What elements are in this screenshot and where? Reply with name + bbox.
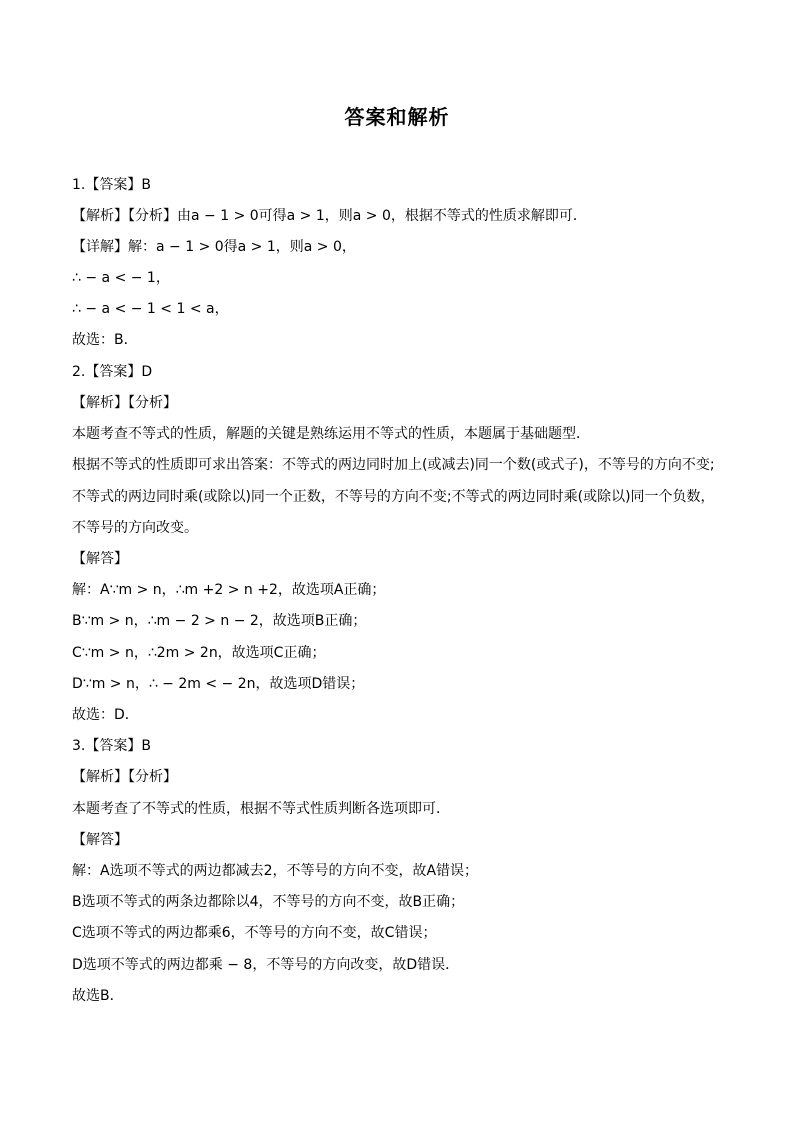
answer-3-solution-label: 【解答】 bbox=[72, 832, 128, 848]
answer-2-step: B∵m > n，∴m − 2 > n − 2，故选项B正确； bbox=[72, 613, 367, 629]
answer-2-analysis-label: 【解析】【分析】 bbox=[72, 395, 177, 411]
answer-2-solution-label: 【解答】 bbox=[72, 551, 128, 567]
answer-1-detail: 【详解】解：a − 1 > 0得a > 1，则a > 0， bbox=[72, 239, 356, 255]
answer-1-analysis: 【解析】【分析】由a − 1 > 0可得a > 1，则a > 0，根据不等式的性质求解即可． bbox=[72, 208, 587, 224]
answer-3-analysis-label: 【解析】【分析】 bbox=[72, 769, 177, 785]
answer-2-conclusion: 故选：D． bbox=[72, 707, 139, 723]
answer-2-step: D∵m > n，∴ − 2m < − 2n，故选项D错误； bbox=[72, 676, 365, 692]
answer-3-step: C选项不等式的两边都乘6，不等号的方向不变，故C错误； bbox=[72, 925, 437, 941]
answer-2-text: 根据不等式的性质即可求出答案：不等式的两边同时加上(或减去)同一个数(或式子)，不等号的方向不变; bbox=[72, 457, 715, 473]
answer-2-step: C∵m > n，∴2m > 2n，故选项C正确； bbox=[72, 645, 326, 661]
answer-1-conclusion: 故选：B． bbox=[72, 332, 138, 348]
answer-3-step: D选项不等式的两边都乘 − 8，不等号的方向改变，故D错误． bbox=[72, 957, 460, 973]
answer-3-text: 本题考查了不等式的性质，根据不等式性质判断各选项即可． bbox=[72, 801, 450, 817]
answer-2-text: 不等号的方向改变。 bbox=[72, 520, 198, 536]
answer-3-header: 3.【答案】B bbox=[72, 738, 151, 754]
answer-1-header: 1.【答案】B bbox=[72, 177, 151, 193]
answer-3-step: 解：A选项不等式的两边都减去2，不等号的方向不变，故A错误； bbox=[72, 863, 479, 879]
answer-3-conclusion: 故选B． bbox=[72, 988, 124, 1004]
answer-1-step: ∴ − a < − 1， bbox=[72, 270, 170, 286]
answer-2-step: 解：A∵m > n，∴m +2 > n +2，故选项A正确； bbox=[72, 582, 386, 598]
answer-3-step: B选项不等式的两条边都除以4，不等号的方向不变，故B正确； bbox=[72, 894, 465, 910]
answer-2-text: 本题考查不等式的性质，解题的关键是熟练运用不等式的性质，本题属于基础题型． bbox=[72, 426, 590, 442]
page-title: 答案和解析 bbox=[344, 105, 450, 129]
answer-2-text: 不等式的两边同时乘(或除以)同一个正数，不等号的方向不变;不等式的两边同时乘(或除以)同一个负数， bbox=[72, 489, 715, 505]
answer-1-step: ∴ − a < − 1 < 1 < a， bbox=[72, 301, 229, 317]
answer-2-header: 2.【答案】D bbox=[72, 364, 153, 380]
